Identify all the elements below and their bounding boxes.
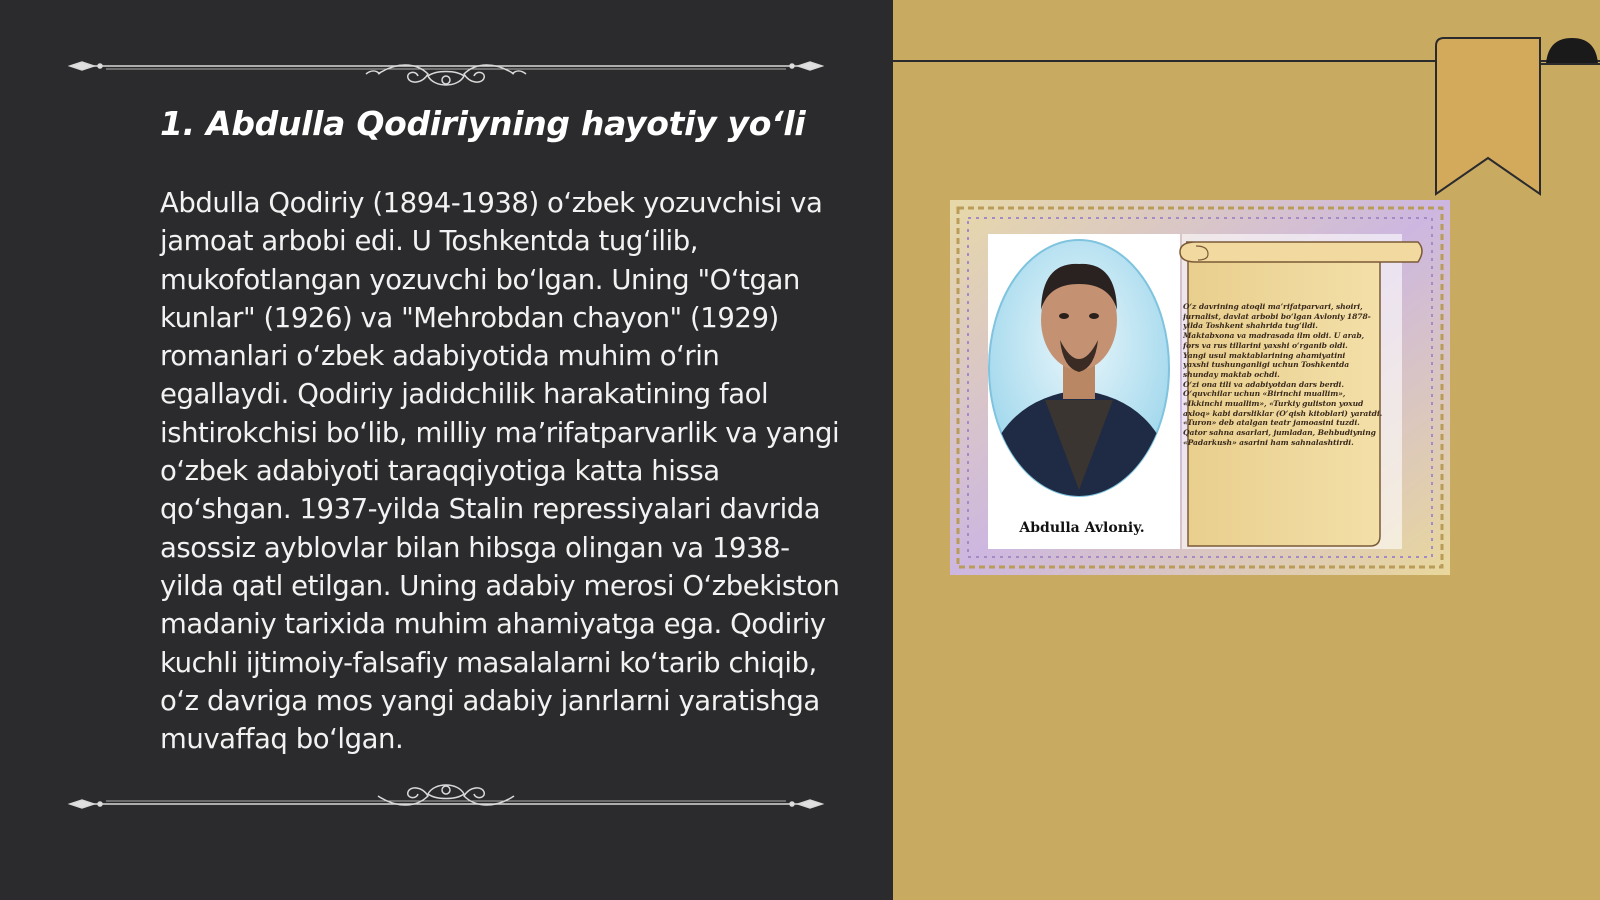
scroll-line: Qator sahna asarlari, jumladan, Behbudiyning: [1183, 428, 1376, 438]
scroll-line: Yangi usul maktablarining ahamiyatini: [1183, 350, 1346, 360]
scroll-line: yaxshi tushunganligi uchun Toshkentda: [1183, 360, 1350, 370]
scroll-line: jurnalist, davlat arbobi bo‘lgan Avloniy 1878-: [1183, 311, 1371, 321]
bookmark-ribbon-icon: [1430, 34, 1600, 199]
scroll-line: «Turon» deb atalgan teatr jamoasini tuzdi.: [1183, 418, 1360, 428]
scroll-line: O‘z davrining atoqli ma’rifatparvari, shoiri,: [1183, 302, 1363, 311]
portrait-caption: Abdulla Avloniy.: [1019, 520, 1145, 536]
scroll-line: O‘zi ona tili va adabiyotdan dars berdi.: [1183, 379, 1344, 389]
scroll-line: yilda Toshkent shahrida tug‘ildi.: [1183, 321, 1318, 331]
scroll-line: «Ikkinchi muallim», «Turkiy guliston yoxud: [1183, 399, 1364, 409]
scroll-text: [1183, 302, 1389, 448]
scroll-line: shunday maktab ochdi.: [1183, 369, 1280, 379]
slide-title: 1. Abdulla Qodiriyning hayotiy yo‘li: [160, 104, 806, 143]
scroll-line: fors va rus tillarini yaxshi o‘rganib oldi.: [1183, 340, 1348, 350]
scroll-line: «Padarkush» asarini ham sahnalashtirdi.: [1183, 437, 1354, 447]
ornament-divider-icon: [66, 40, 826, 90]
ornament-divider-icon: [66, 770, 826, 820]
scroll-line: O‘quvchilar uchun «Birinchi muallim»,: [1183, 389, 1346, 399]
scroll-line: axloq» kabi darsliklar (O‘qish kitoblari) yaratdi.: [1183, 408, 1383, 418]
slide-body-text: Abdulla Qodiriy (1894-1938) o‘zbek yozuvchisi va jamoat arbobi edi. U Toshkentda tug‘ilib, mukofotlangan yozuvchi bo‘lgan. Uning "O‘tgan kunlar" (1926) va "Mehrobdan chayon" (1929) romanlari o‘zbek adabiyotida muhim o‘rin egallaydi. Qodiriy jadidchilik harakatining faol ishtirokchisi bo‘lib, milliy ma’rifatparvarlik va yangi o‘zbek adabiyoti taraqqiyotiga katta hissa qo‘shgan. 1937-yilda Stalin repressiyalari davrida asossiz ayblovlar bilan hibsga olingan va 1938-yilda qatl etilgan. Uning adabiy merosi O‘zbekiston madaniy tarixida muhim ahamiyatga ega. Qodiriy kuchli ijtimoiy-falsafiy masalalarni ko‘tarib chiqib, o‘z davriga mos yangi adabiy janrlarni yaratishga muvaffaq bo‘lgan.: [160, 187, 840, 756]
scroll-line: Maktabxona va madrasada ilm oldi. U arab,: [1183, 331, 1365, 341]
